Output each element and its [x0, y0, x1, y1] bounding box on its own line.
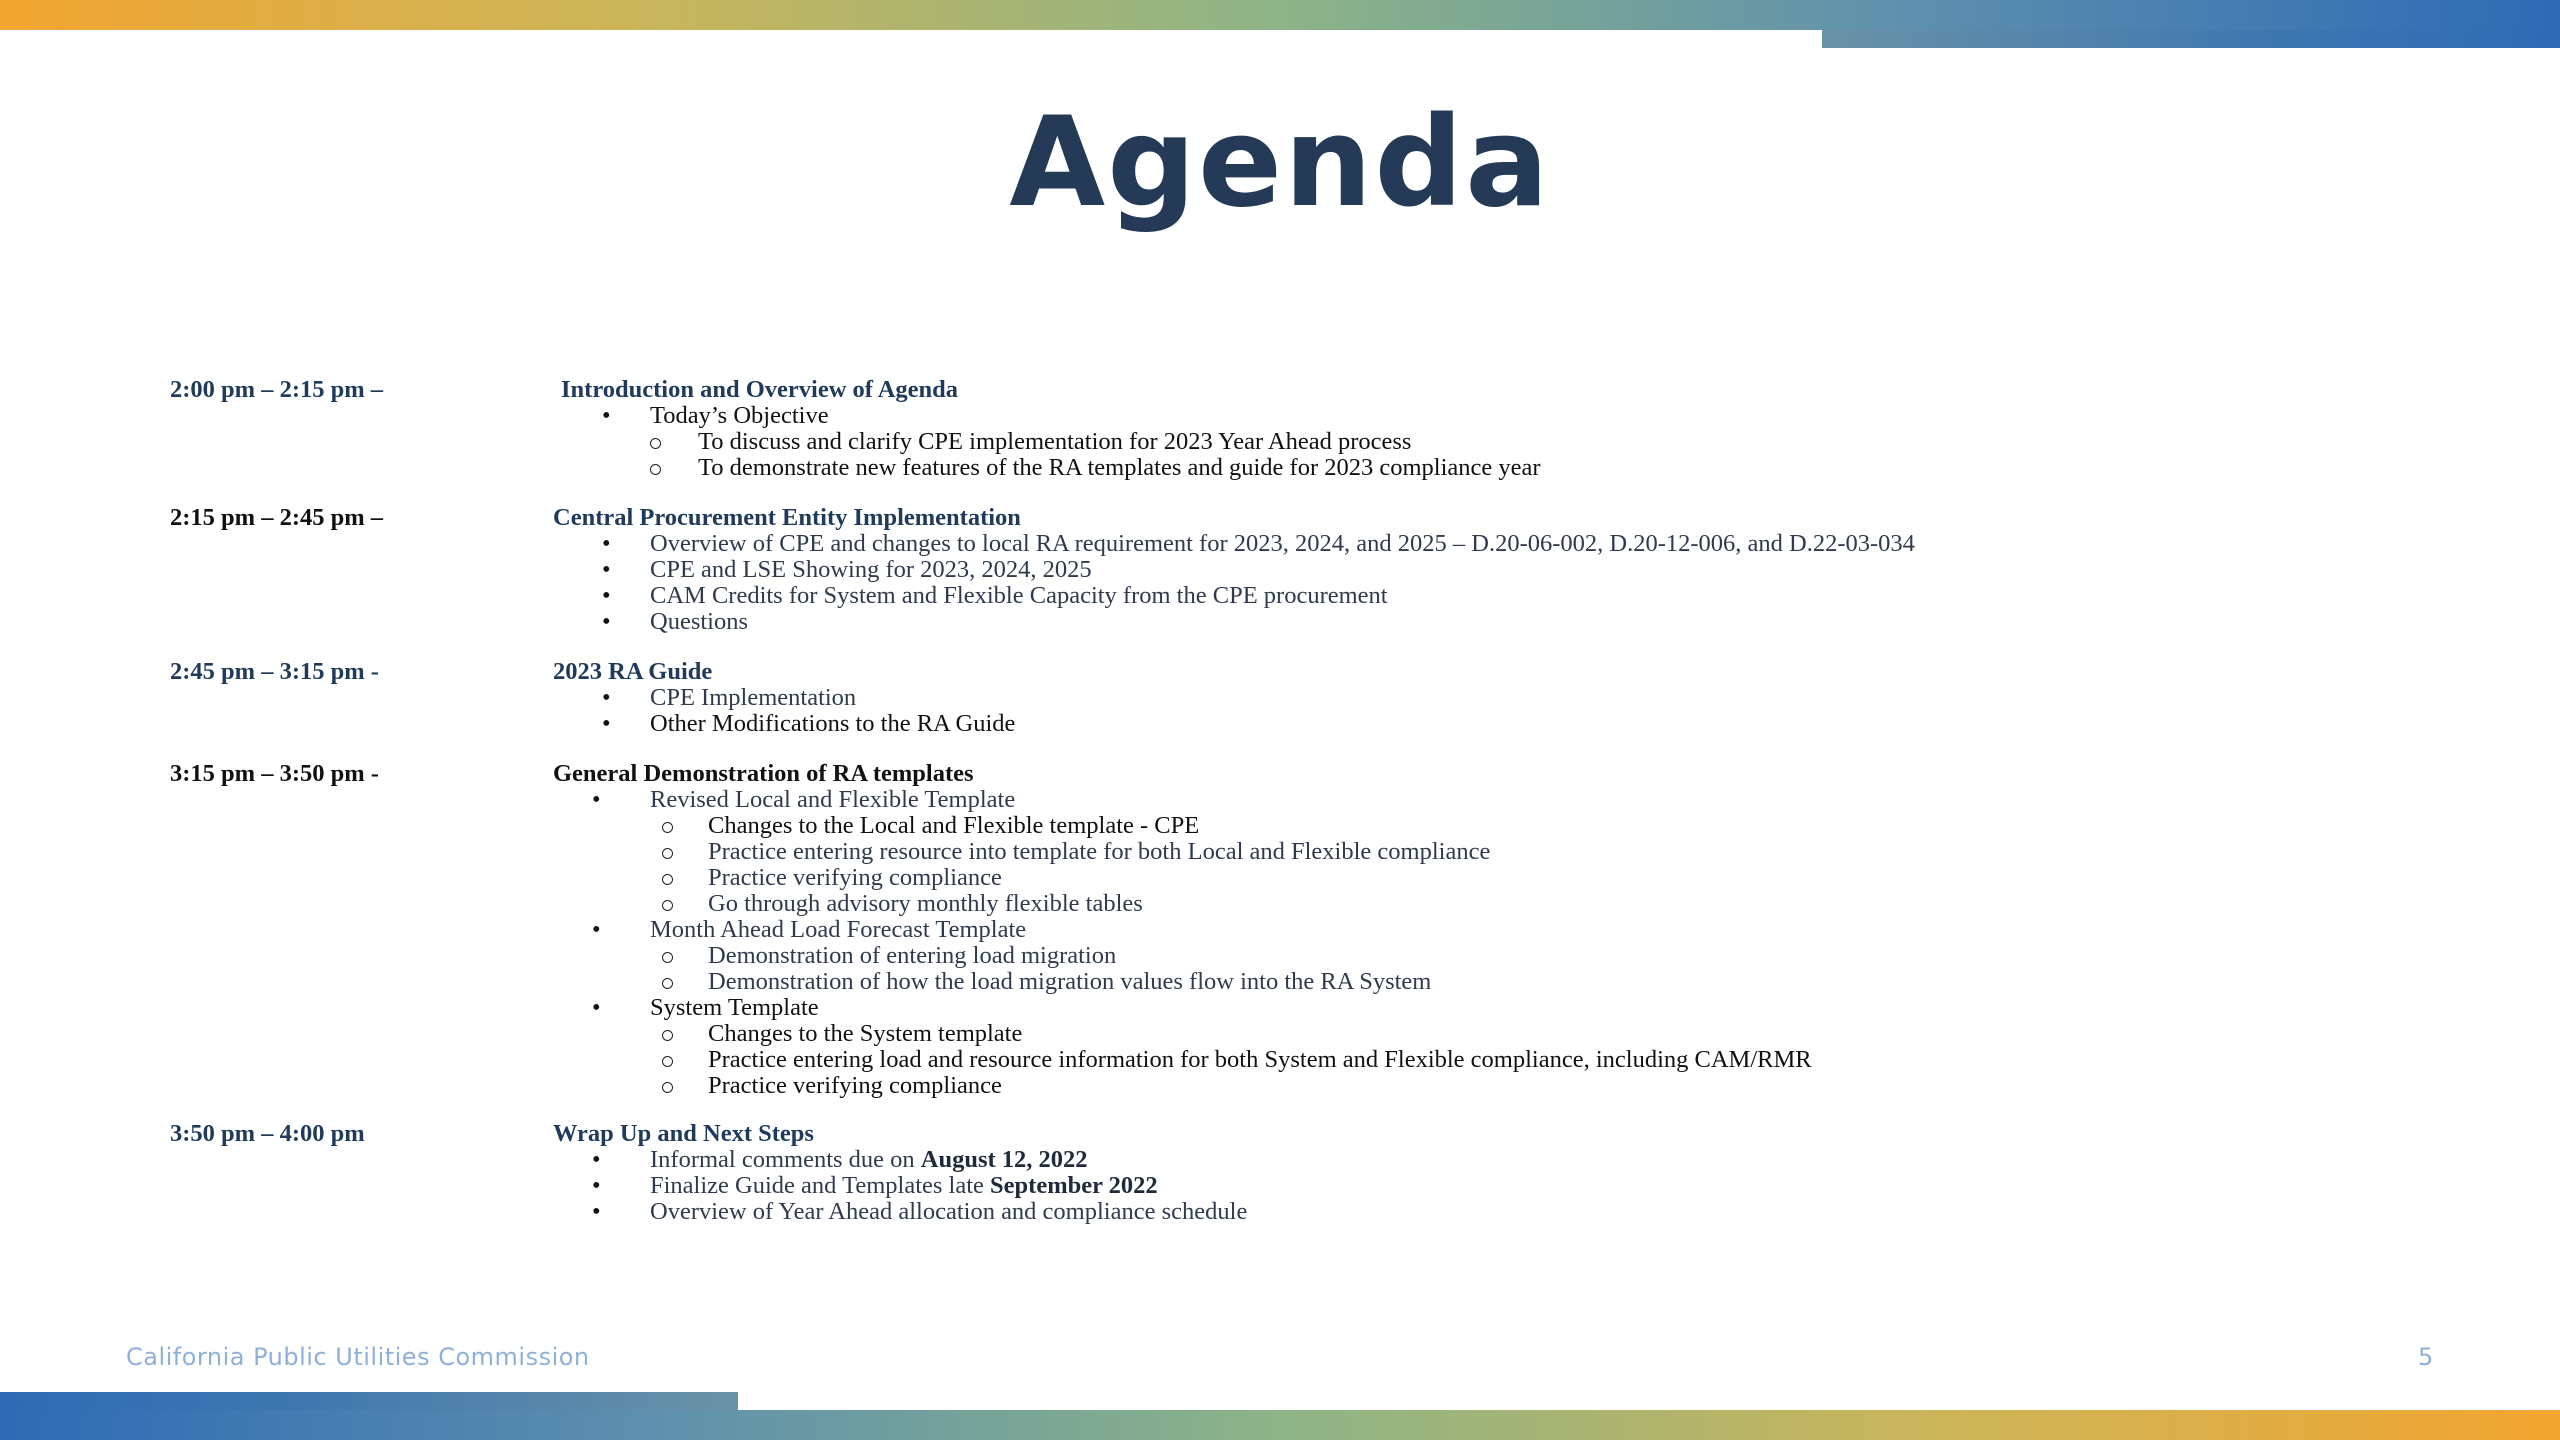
due-date: August 12, 2022: [920, 1146, 1088, 1173]
agenda-heading: General Demonstration of RA templates: [553, 760, 974, 787]
bullet-item: Overview of Year Ahead allocation and compliance schedule: [650, 1198, 1248, 1225]
bullet-icon: •: [602, 608, 611, 635]
circle-bullet-icon: [650, 429, 661, 455]
circle-bullet-icon: [662, 1047, 673, 1073]
bullet-item: Other Modifications to the RA Guide: [650, 710, 1016, 737]
circle-bullet-icon: [662, 839, 673, 865]
bullet-icon: •: [602, 710, 611, 737]
footer-organization: California Public Utilities Commission: [126, 1343, 590, 1371]
agenda-time: 2:45 pm – 3:15 pm -: [170, 658, 379, 685]
circle-bullet-icon: [662, 1073, 673, 1099]
bullet-icon: •: [592, 1146, 601, 1173]
bullet-item: CPE and LSE Showing for 2023, 2024, 2025: [650, 556, 1092, 583]
circle-bullet-icon: [662, 943, 673, 969]
agenda-time: 2:00 pm – 2:15 pm –: [170, 376, 384, 403]
circle-bullet-icon: [662, 865, 673, 891]
circle-bullet-icon: [662, 891, 673, 917]
bullet-icon: •: [592, 994, 601, 1021]
sub-bullet-item: Practice entering resource into template for both Local and Flexible compliance: [708, 838, 1491, 865]
bullet-icon: •: [602, 402, 611, 429]
sub-bullet-item: Changes to the System template: [708, 1020, 1023, 1047]
sub-bullet-item: Demonstration of how the load migration values flow into the RA System: [708, 968, 1432, 995]
bullet-item: Overview of CPE and changes to local RA requirement for 2023, 2024, and 2025 – D.20-06-002, D.20-12-006, and D.22-03-034: [650, 530, 1915, 557]
bullet-icon: •: [592, 1172, 601, 1199]
sub-bullet-item: Practice entering load and resource information for both System and Flexible compliance, including CAM/RMR: [708, 1046, 1812, 1073]
bullet-icon: •: [592, 786, 601, 813]
bullet-icon: •: [602, 556, 611, 583]
bullet-icon: •: [592, 1198, 601, 1225]
agenda-time: 3:15 pm – 3:50 pm -: [170, 760, 379, 787]
sub-bullet-item: Go through advisory monthly flexible tables: [708, 890, 1143, 917]
slide-title: Agenda: [1009, 91, 1551, 235]
circle-bullet-icon: [662, 813, 673, 839]
bullet-item: CAM Credits for System and Flexible Capacity from the CPE procurement: [650, 582, 1388, 609]
sub-bullet-item: To demonstrate new features of the RA templates and guide for 2023 compliance year: [698, 454, 1541, 481]
bullet-item: CPE Implementation: [650, 684, 857, 711]
sub-bullet-item: Changes to the Local and Flexible template - CPE: [708, 812, 1200, 839]
agenda-heading: Wrap Up and Next Steps: [553, 1120, 814, 1147]
bullet-item: System Template: [650, 994, 819, 1021]
sub-bullet-item: Demonstration of entering load migration: [708, 942, 1117, 969]
bullet-icon: •: [602, 582, 611, 609]
bullet-icon: •: [602, 530, 611, 557]
circle-bullet-icon: [650, 455, 661, 481]
target-date: September 2022: [990, 1172, 1158, 1199]
sub-bullet-item: To discuss and clarify CPE implementation for 2023 Year Ahead process: [698, 428, 1412, 455]
bullet-item: [650, 1147, 1088, 1173]
bullet-item: Revised Local and Flexible Template: [650, 786, 1016, 813]
circle-bullet-icon: [662, 1021, 673, 1047]
page-number: 5: [2418, 1343, 2434, 1371]
circle-bullet-icon: [662, 969, 673, 995]
bullet-item: Month Ahead Load Forecast Template: [650, 916, 1027, 943]
bullet-item: [650, 1173, 1158, 1199]
bullet-icon: •: [602, 684, 611, 711]
agenda-time: 2:15 pm – 2:45 pm –: [170, 504, 384, 531]
bullet-text: Informal comments due on: [650, 1146, 921, 1173]
agenda-heading: 2023 RA Guide: [553, 658, 713, 685]
bullet-item: Questions: [650, 608, 748, 635]
agenda-time: 3:50 pm – 4:00 pm: [170, 1120, 365, 1147]
sub-bullet-item: Practice verifying compliance: [708, 864, 1002, 891]
sub-bullet-item: Practice verifying compliance: [708, 1072, 1002, 1099]
agenda-heading: Central Procurement Entity Implementation: [553, 504, 1021, 531]
bullet-icon: •: [592, 916, 601, 943]
agenda-heading: Introduction and Overview of Agenda: [561, 376, 959, 403]
bullet-item: Today’s Objective: [650, 402, 829, 429]
bullet-text: Finalize Guide and Templates late: [650, 1172, 991, 1199]
